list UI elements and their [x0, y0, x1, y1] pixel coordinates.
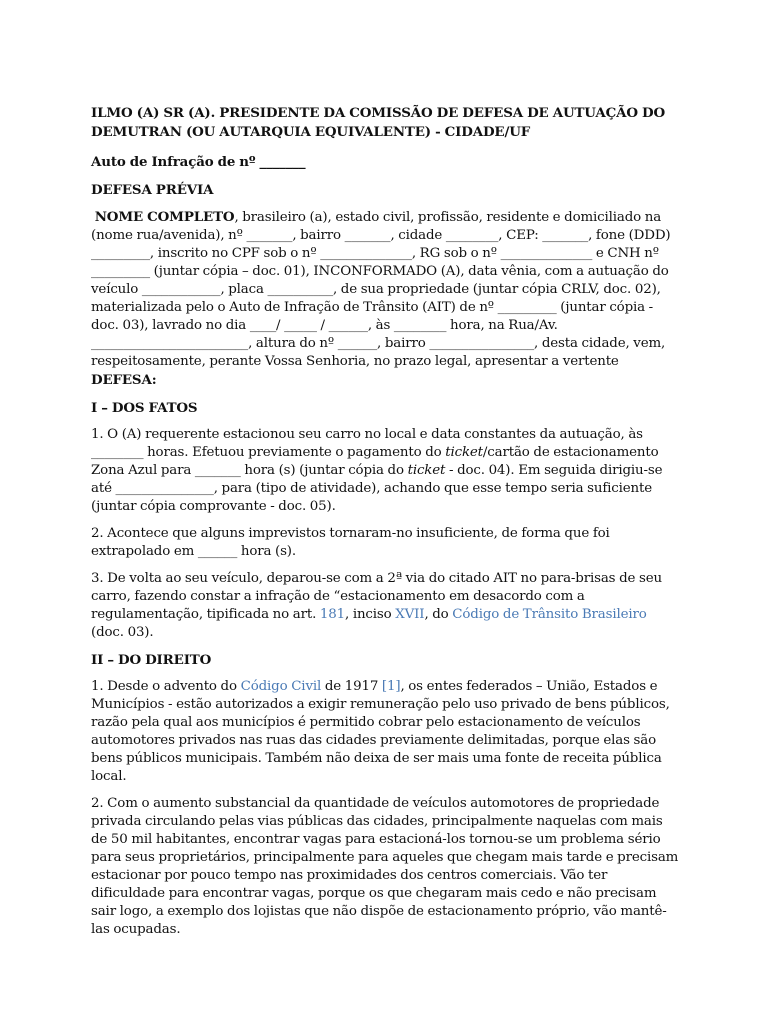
- fatos-p3-text-c: , do: [424, 607, 453, 622]
- intro-text: , brasileiro (a), estado civil, profissão, residente e domiciliado na (nome rua/avenida), nº _______, bairro _______, cidade ________, CEP: _______, fone (DDD) _________, inscrito no CPF sob o nº ______________, RG sob o nº ______________ e CNH nº _________ (juntar cópia – doc. 01), INCONFORMADO (A), data vênia, com a autuação do veículo ____________, placa __________, de sua propriedade (juntar cópia CRLV, doc. 02), materializada pelo o Auto de Infração de Trânsito (AIT) de nº _________ (juntar cópia - doc. 03), lavrado no dia ____/ _____ / ______, às ________ hora, na Rua/Av. ________________________, altura do nº ______, bairro ________________, desta cidade, vem, respeitosamente, perante Vossa Senhoria, no prazo legal, apresentar a vertente: [91, 210, 671, 369]
- art-181-link[interactable]: 181: [319, 607, 345, 622]
- direito-p1-text-b: de 1917: [321, 679, 382, 694]
- section-direito-heading: II – DO DIREITO: [91, 652, 212, 668]
- fatos-paragraph-2: 2. Acontece que alguns imprevistos tornaram-no insuficiente, de forma que foi extrapolado em ______ hora (s).: [91, 526, 610, 559]
- fatos-paragraph-1: [91, 426, 682, 516]
- defesa-previa-heading: DEFESA PRÉVIA: [91, 182, 214, 198]
- ticket-term-1: ticket: [445, 445, 483, 460]
- fatos-paragraph-3: [91, 570, 682, 642]
- codigo-transito-link[interactable]: Código de Trânsito Brasileiro: [452, 607, 647, 622]
- document-title: ILMO (A) SR (A). PRESIDENTE DA COMISSÃO DE DEFESA DE AUTUAÇÃO DO DEMUTRAN (OU AUTARQUIA EQUIVALENTE) - CIDADE/UF: [91, 105, 666, 140]
- auto-infracao-line: Auto de Infração de nº _______: [91, 154, 306, 170]
- direito-p1-text-c: , os entes federados – União, Estados e Municípios - estão autorizados a exigir remuneração pelo uso privado de bens públicos, razão pela qual aos municípios é permitido cobrar pelo estacionamento de veículos automotores privados nas ruas das cidades previamente delimitadas, porque elas são bens públicos municipais. Também não deixa de ser mais uma fonte de receita pública local.: [91, 679, 670, 784]
- defesa-label: DEFESA:: [91, 372, 157, 388]
- fatos-p1-text-a: 1. O (A) requerente estacionou seu carro no local e data constantes da autuação, às ________ horas. Efetuou previamente o pagamento do: [91, 427, 643, 460]
- fatos-p1-text-b: /cartão de estacionamento Zona Azul para _______ hora (s) (juntar cópia do: [91, 445, 659, 478]
- direito-p1-text-a: 1. Desde o advento do: [91, 679, 241, 694]
- fatos-p3-text-a: 3. De volta ao seu veículo, deparou-se com a 2ª via do citado AIT no para-brisas de seu carro, fazendo constar a infração de “estacionamento em desacordo com a regulamentação, tipificada no art.: [91, 571, 662, 622]
- ticket-term-2: ticket: [407, 463, 446, 478]
- nome-completo-label: NOME COMPLETO: [94, 209, 235, 225]
- intro-paragraph: [91, 208, 682, 390]
- section-fatos-heading: I – DOS FATOS: [91, 400, 198, 416]
- fatos-p1-text-c: - doc. 04). Em seguida dirigiu-se até _______________, para (tipo de atividade), achando que esse tempo seria suficiente (juntar cópia comprovante - doc. 05).: [91, 463, 663, 514]
- fatos-p3-text-b: , inciso: [345, 607, 396, 622]
- inciso-xvii-link[interactable]: XVII: [395, 607, 425, 622]
- footnote-ref-link[interactable]: [1]: [381, 679, 401, 694]
- direito-paragraph-1: [91, 678, 682, 786]
- fatos-p3-text-d: (doc. 03).: [91, 625, 154, 640]
- codigo-civil-link[interactable]: Código Civil: [240, 679, 322, 694]
- direito-paragraph-2: 2. Com o aumento substancial da quantidade de veículos automotores de propriedade privada circulando pelas vias públicas das cidades, principalmente naquelas com mais de 50 mil habitantes, encontrar vagas para estacioná-los tornou-se um problema sério para seus proprietários, principalmente para aqueles que chegam mais tarde e precisam estacionar por pouco tempo nas proximidades dos centros comerciais. Vão ter dificuldade para encontrar vagas, porque os que chegaram mais cedo e não precisam sair logo, a exemplo dos lojistas que não dispõe de estacionamento próprio, vão mantê-las ocupadas.: [91, 796, 679, 937]
